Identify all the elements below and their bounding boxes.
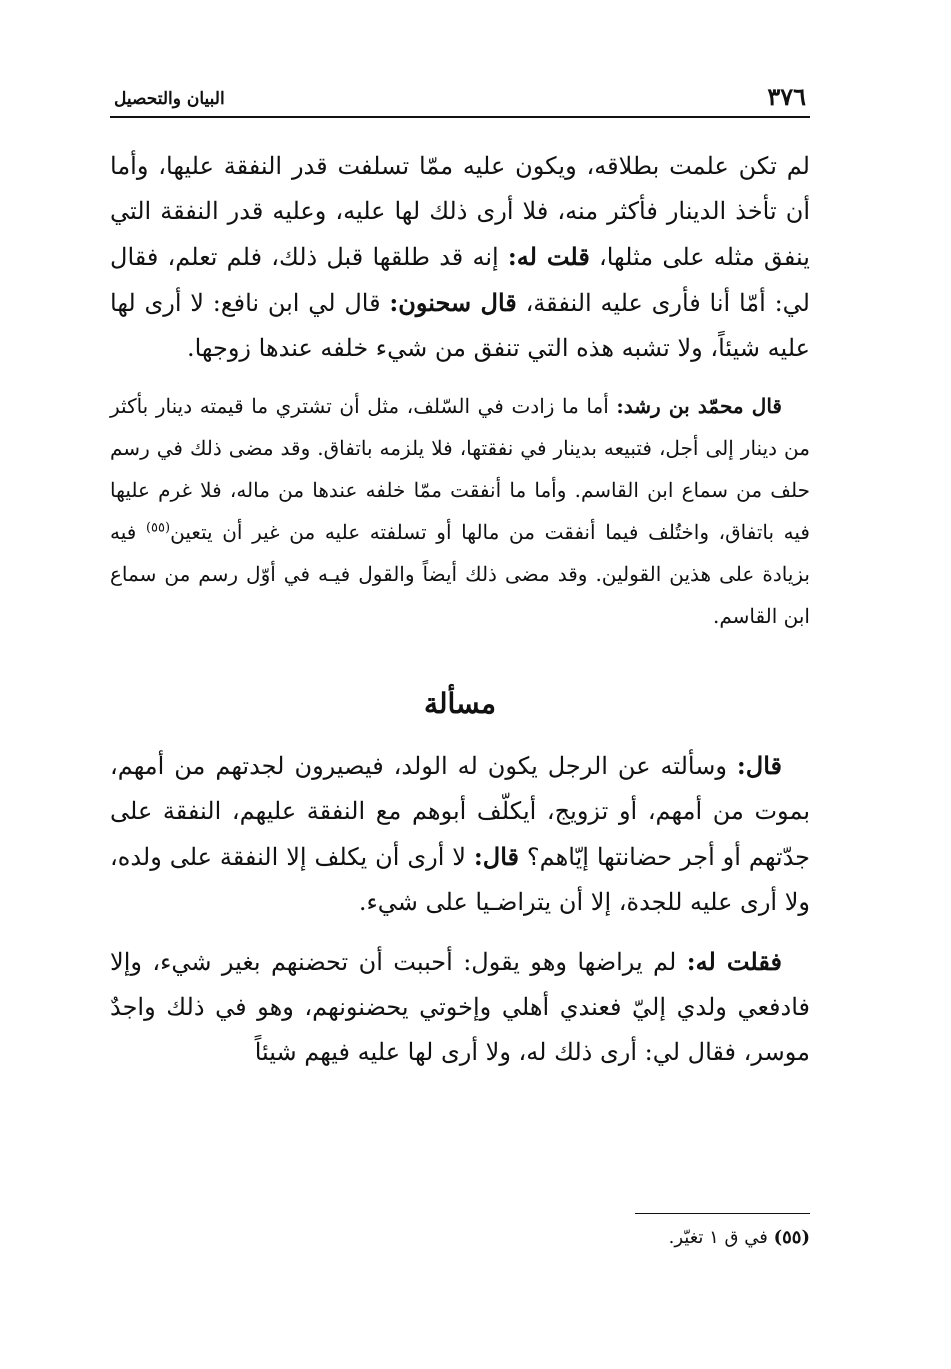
speaker-qal: قال: [736, 751, 782, 780]
paragraph-1-text-a: لم تكن علمت بطلاقه، ويكون عليه ممّا تسلفت قدر النفقة عليها، وأما أن تأخذ الدينار فأكثر منه، فلا أرى ذلك لها عليه، وعليه قدر النفقة التي ينفق مثله على مثلها، [110, 152, 810, 271]
paragraph-2 [110, 385, 810, 637]
paragraph-1-text-c: قال لي ابن نافع: لا أرى لها عليه شيئاً، ولا تشبه هذه التي تنفق من شيء خلفه عندها زوجها. [110, 289, 810, 362]
speaker-sahnun: قال سحنون: [389, 288, 517, 317]
speaker-qultu: قلت له: [507, 242, 590, 271]
paragraph-3-text-a: وسألته عن الرجل يكون له الولد، فيصيرون لجدتهم من أمهم، بموت من أمهم، أو تزويج، أيكلّف أبوهم مع النفقة عليهم، النفقة على جدّتهم أو أجر حضانتها إيّاهم؟ [110, 752, 810, 871]
paragraph-2-text-a: أما ما زادت في السّلف، مثل أن تشتري ما قيمته دينار بأكثر من دينار إلى أجل، فتبيعه بدينار في نفقتها، فلا يلزمه باتفاق. وقد مضى ذلك في رسم حلف من سماع ابن القاسم. وأما ما أنفقت ممّا خلفه عندها من ماله، فلا غرم عليها فيه باتفاق، واختُلف فيما أنفقت من مالها أو تسلفته عليه من غير أن يتعين [110, 394, 810, 544]
section-title: مسألة [423, 687, 497, 720]
paragraph-2-text-b: فيه بزيادة على هذين القولين. وقد مضى ذلك أيضاً والقول فيـه في أوّل رسم من سماع ابن القاسم. [110, 520, 810, 628]
paragraph-1-text-b: إنه قد طلقها قبل ذلك، فلم تعلم، فقال لي: أمّا أنا فأرى عليه النفقة، [110, 243, 810, 317]
speaker-faqultu: فقلت له: [686, 947, 782, 976]
paragraph-3 [110, 743, 810, 925]
speaker-ibn-rushd: قال محمّد بن رشد: [616, 394, 782, 418]
page-number: ٣٧٦ [767, 82, 806, 111]
paragraph-4-text: لم يراضها وهو يقول: أحببت أن تحضنهم بغير شيء، وإلا فادفعي ولدي إليّ فعندي أهلي وإخوتي يحضنونهم، وهو في ذلك واجدٌ موسر، فقال لي: أرى ذلك له، ولا أرى لها عليه فيهم شيئاً [110, 948, 810, 1066]
footnote [669, 1223, 810, 1253]
footnote-reference: (٥٥) [145, 520, 171, 536]
paragraph-1 [110, 144, 810, 371]
footnote-divider [635, 1213, 810, 1214]
running-title: البيان والتحصيل [114, 89, 225, 109]
footnote-number: (٥٥) [773, 1227, 810, 1248]
footnote-text: في ق ١ تغيّر. [668, 1227, 768, 1248]
page-header [110, 78, 810, 118]
paragraph-4 [110, 939, 810, 1075]
paragraph-3-text-b: لا أرى أن يكلف إلا النفقة على ولده، ولا أرى عليه للجدة، إلا أن يتراضـيا على شيء. [110, 843, 810, 916]
speaker-qal-answer: قال: [473, 842, 519, 871]
book-page [110, 78, 810, 1358]
body-text [110, 144, 810, 1075]
